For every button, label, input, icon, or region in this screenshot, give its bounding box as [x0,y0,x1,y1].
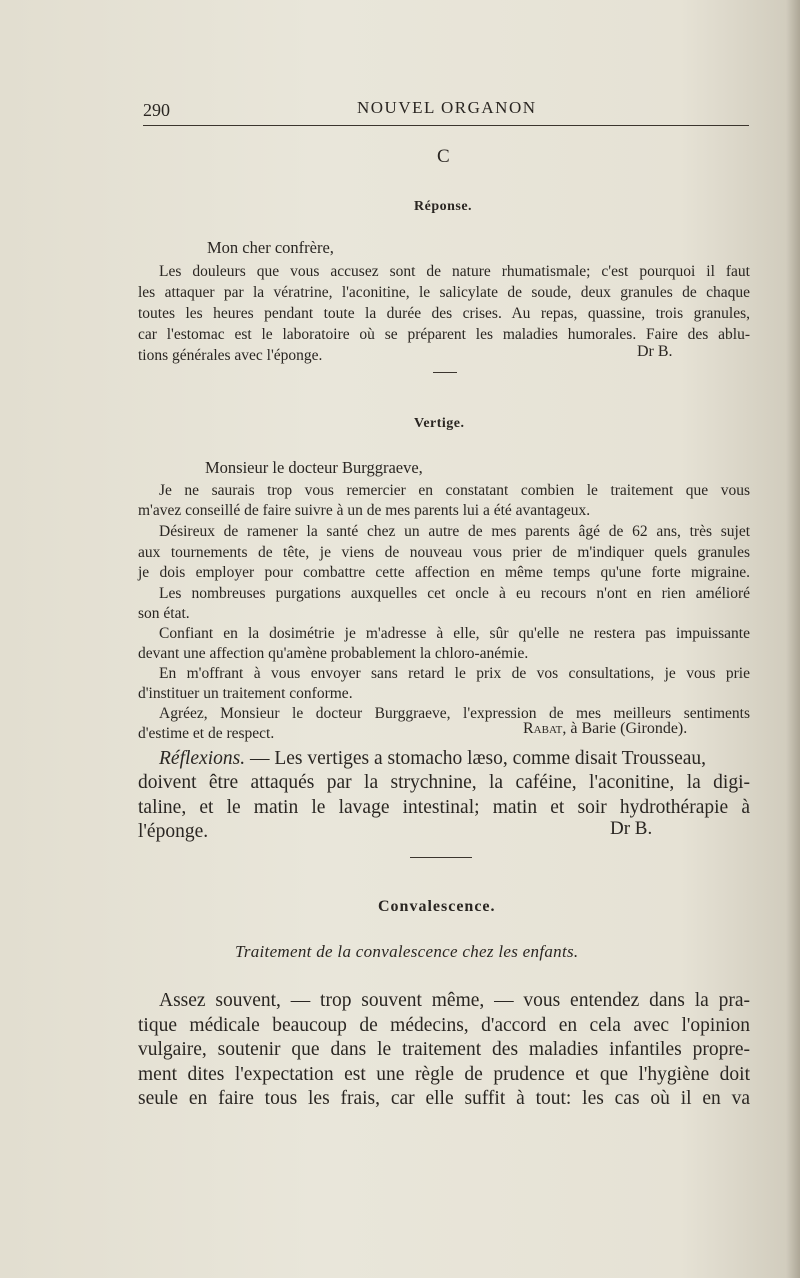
reponse-heading: Réponse. [414,199,473,214]
convalescence-line: Assez souvent, — trop souvent même, — vous entendez dans la pra- [159,990,750,1011]
signature-name: Rabat [523,720,563,737]
header-rule [143,125,749,126]
vertige-line: Confiant en la dosimétrie je m'adresse à elle, sûr qu'elle ne restera pas impuissante [159,625,750,642]
vertige-line: Désireux de ramener la santé chez un autre de mes parents âgé de 62 ans, très sujet [159,523,750,540]
vertige-line: aux tournements de tête, je viens de nouveau vous prier de m'indiquer quels granules [138,544,750,561]
vertige-heading: Vertige. [414,416,465,431]
vertige-salutation: Monsieur le docteur Burggraeve, [205,458,423,477]
reponse-signature: Dr B. [637,343,673,360]
vertige-line: son état. [138,605,190,622]
vertige-line: je dois employer pour combattre cette affection en même temps qu'une forte migraine. [138,564,750,581]
reponse-line: Les douleurs que vous accusez sont de nature rhumatismale; c'est pourquoi il faut [159,263,750,280]
vertige-line: devant une affection qu'amène probablement la chloro-anémie. [138,645,529,662]
convalescence-line: vulgaire, soutenir que dans le traitement des maladies infantiles propre- [138,1039,750,1060]
vertige-line: En m'offrant à vous envoyer sans retard le prix de vos consultations, je vous prie [159,665,750,682]
convalescence-line: tique médicale beaucoup de médecins, d'accord en cela avec l'opinion [138,1015,750,1036]
reflexions-line [159,746,750,772]
running-title: NOUVEL ORGANON [357,98,537,117]
page-edge-shadow [786,0,800,1278]
vertige-line: m'avez conseillé de faire suivre à un de mes parents lui a été avantageux. [138,502,591,519]
reflexions-label: Réflexions. [159,748,246,769]
reponse-line: tions générales avec l'éponge. [138,347,323,364]
signature-place: , à Barie (Gironde). [562,720,688,737]
reponse-salutation: Mon cher confrère, [207,238,334,257]
section-letter: C [437,146,450,167]
reponse-line: les attaquer par la vératrine, l'aconitine, le salicylate de soude, deux granules de chaque [138,284,750,301]
reflexions-line: l'éponge. [138,821,209,842]
convalescence-line: seule en faire tous les frais, car elle suffit à tout: les cas où il en va [138,1088,750,1109]
reponse-line: car l'estomac est le laboratoire où se préparent les maladies humorales. Faire des ablu- [138,326,750,343]
convalescence-line: ment dites l'expectation est une règle de prudence et que l'hygiène doit [138,1064,750,1085]
vertige-line: Je ne saurais trop vous remercier en constatant combien le traitement que vous [159,482,750,499]
vertige-signature [523,720,687,738]
convalescence-subheading: Traitement de la convalescence chez les enfants. [235,942,579,961]
reflexions-line: doivent être attaqués par la strychnine, la caféine, l'aconitine, la digi- [138,772,750,793]
separator [433,372,457,373]
reponse-line: toutes les heures pendant toute la durée des crises. Au repas, quassine, trois granules, [138,305,750,322]
vertige-line: Agréez, Monsieur le docteur Burggraeve, l'expression de mes meilleurs sentiments [159,705,750,722]
page-number: 290 [143,100,170,120]
separator [410,857,472,858]
vertige-line: d'instituer un traitement conforme. [138,685,353,702]
vertige-line: Les nombreuses purgations auxquelles cet oncle à eu recours n'ont en rien amélioré [159,585,750,602]
reflexions-text: — Les vertiges a stomacho læso, comme disait Trousseau, [245,748,707,769]
vertige-line: d'estime et de respect. [138,725,275,742]
reflexions-line: taline, et le matin le lavage intestinal; matin et soir hydrothérapie à [138,797,750,818]
convalescence-heading: Convalescence. [378,898,496,915]
reflexions-signature: Dr B. [610,818,653,839]
